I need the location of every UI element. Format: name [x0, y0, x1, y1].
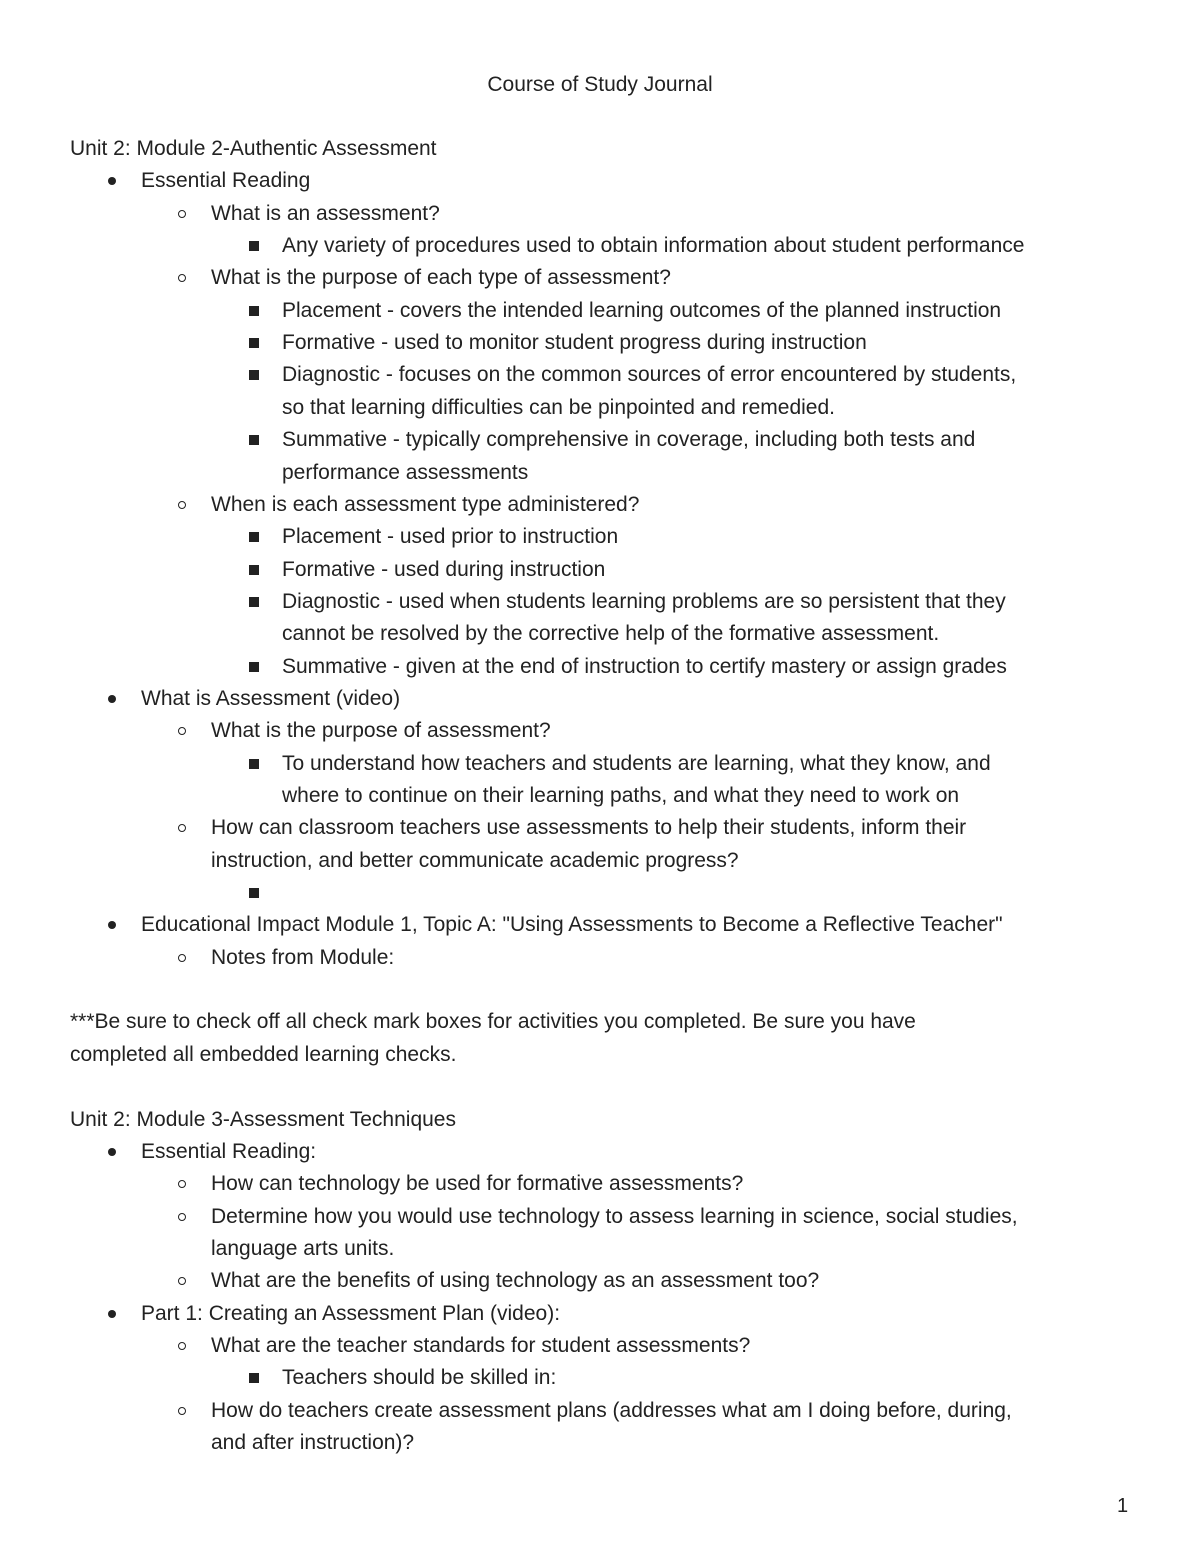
bullet-circle-icon — [178, 824, 186, 832]
list-item-level-3: Diagnostic - focuses on the common sources of error encountered by students, — [282, 363, 1017, 386]
list-item-level-2: Notes from Module: — [211, 946, 395, 969]
list-item-level-3: performance assessments — [282, 461, 529, 484]
list-item-level-3: where to continue on their learning paths, and what they need to work on — [282, 784, 960, 807]
list-item-level-3: Teachers should be skilled in: — [282, 1366, 557, 1389]
bullet-disc-icon — [108, 921, 116, 929]
list-item-level-2: What is the purpose of assessment? — [211, 719, 551, 742]
list-item-level-2: What are the teacher standards for student assessments? — [211, 1334, 751, 1357]
list-item-level-3: Diagnostic - used when students learning problems are so persistent that they — [282, 590, 1006, 613]
bullet-square-icon — [249, 532, 259, 542]
bullet-square-icon — [249, 888, 259, 898]
bullet-square-icon — [249, 435, 259, 445]
bullet-disc-icon — [108, 695, 116, 703]
list-item-level-2: When is each assessment type administered? — [211, 493, 640, 516]
bullet-circle-icon — [178, 501, 186, 509]
list-item-level-3: Summative - typically comprehensive in coverage, including both tests and — [282, 428, 976, 451]
bullet-square-icon — [249, 306, 259, 316]
list-item-level-3: so that learning difficulties can be pinpointed and remedied. — [282, 396, 835, 419]
bullet-circle-icon — [178, 727, 186, 735]
bullet-square-icon — [249, 370, 259, 380]
bullet-circle-icon — [178, 954, 186, 962]
paragraph-line: completed all embedded learning checks. — [70, 1043, 457, 1066]
bullet-square-icon — [249, 1373, 259, 1383]
paragraph-line: Unit 2: Module 3-Assessment Techniques — [70, 1108, 456, 1131]
list-item-level-1: Educational Impact Module 1, Topic A: "Using Assessments to Become a Reflective Teacher" — [141, 913, 1003, 936]
list-item-level-1: Essential Reading: — [141, 1140, 317, 1163]
page-number: 1 — [1117, 1495, 1129, 1517]
bullet-square-icon — [249, 597, 259, 607]
list-item-level-2: How can classroom teachers use assessments to help their students, inform their — [211, 816, 967, 839]
bullet-circle-icon — [178, 1213, 186, 1221]
bullet-square-icon — [249, 662, 259, 672]
bullet-disc-icon — [108, 1148, 116, 1156]
list-item-level-3: Any variety of procedures used to obtain information about student performance — [282, 234, 1025, 257]
list-item-level-2: What is an assessment? — [211, 202, 440, 225]
bullet-square-icon — [249, 565, 259, 575]
list-item-level-2: What is the purpose of each type of assessment? — [211, 266, 671, 289]
list-item-level-3: Formative - used during instruction — [282, 558, 606, 581]
list-item-level-2: How do teachers create assessment plans (addresses what am I doing before, during, — [211, 1399, 1012, 1422]
paragraph-line: Unit 2: Module 2-Authentic Assessment — [70, 137, 437, 160]
page-title: Course of Study Journal — [487, 73, 713, 96]
paragraph-line: ***Be sure to check off all check mark boxes for activities you completed. Be sure you have — [70, 1010, 916, 1033]
bullet-circle-icon — [178, 274, 186, 282]
list-item-level-1: Essential Reading — [141, 169, 311, 192]
list-item-level-3: To understand how teachers and students are learning, what they know, and — [282, 752, 991, 775]
list-item-level-1: What is Assessment (video) — [141, 687, 401, 710]
list-item-level-2: and after instruction)? — [211, 1431, 415, 1454]
list-item-level-2: instruction, and better communicate academic progress? — [211, 849, 739, 872]
bullet-circle-icon — [178, 1180, 186, 1188]
bullet-square-icon — [249, 241, 259, 251]
list-item-level-2: language arts units. — [211, 1237, 395, 1260]
bullet-circle-icon — [178, 1342, 186, 1350]
list-item-level-3: Placement - used prior to instruction — [282, 525, 619, 548]
bullet-circle-icon — [178, 1407, 186, 1415]
bullet-square-icon — [249, 759, 259, 769]
bullet-disc-icon — [108, 177, 116, 185]
list-item-level-2: Determine how you would use technology to assess learning in science, social studies, — [211, 1205, 1018, 1228]
list-item-level-3: Placement - covers the intended learning outcomes of the planned instruction — [282, 299, 1002, 322]
list-item-level-2: What are the benefits of using technology as an assessment too? — [211, 1269, 820, 1292]
list-item-level-2: How can technology be used for formative assessments? — [211, 1172, 744, 1195]
list-item-level-3: Formative - used to monitor student progress during instruction — [282, 331, 867, 354]
list-item-level-3: Summative - given at the end of instruction to certify mastery or assign grades — [282, 655, 1007, 678]
list-item-level-1: Part 1: Creating an Assessment Plan (video): — [141, 1302, 561, 1325]
bullet-circle-icon — [178, 210, 186, 218]
bullet-disc-icon — [108, 1310, 116, 1318]
bullet-square-icon — [249, 338, 259, 348]
list-item-level-3: cannot be resolved by the corrective help of the formative assessment. — [282, 622, 940, 645]
bullet-circle-icon — [178, 1277, 186, 1285]
